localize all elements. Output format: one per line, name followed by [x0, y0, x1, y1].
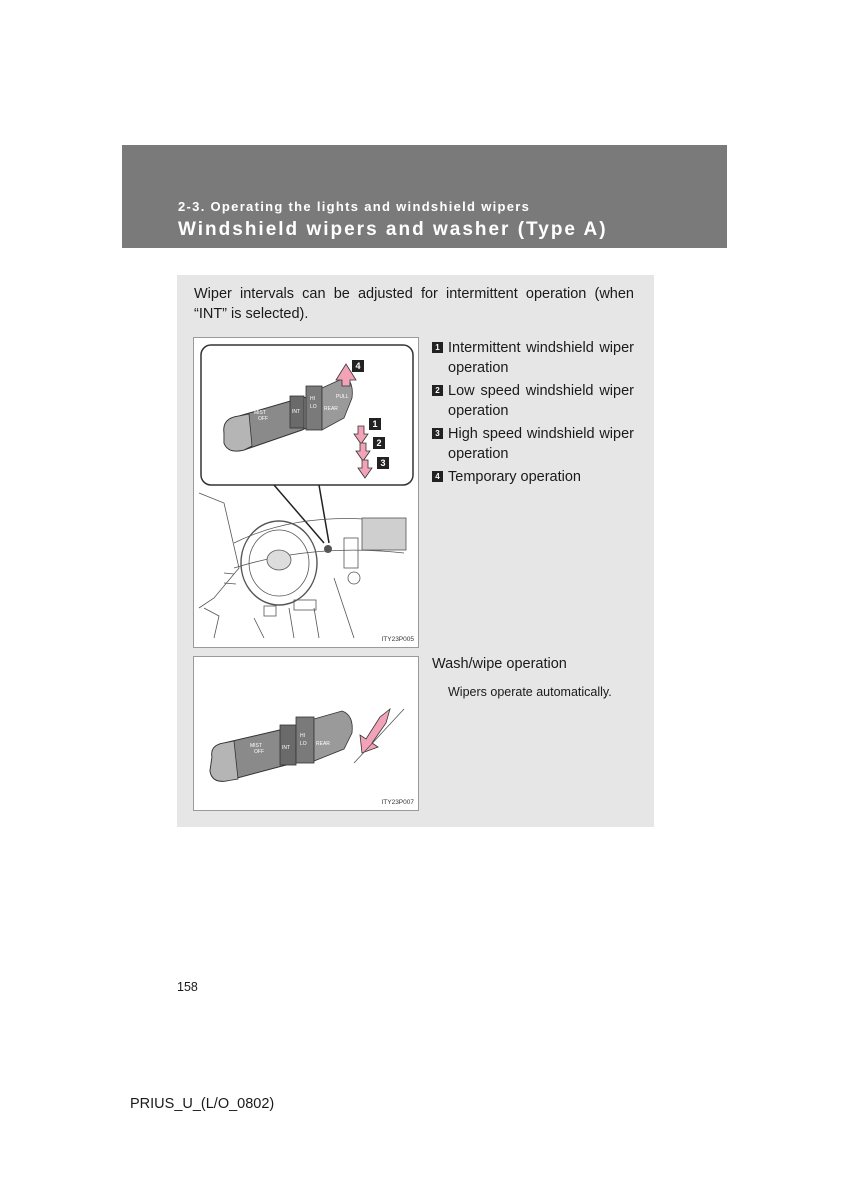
wash-note: Wipers operate automatically. [448, 685, 612, 699]
figure-code: ITY23P007 [381, 799, 414, 806]
legend-number: 1 [432, 342, 443, 353]
wiper-lever-figure [193, 337, 419, 648]
legend-text: Temporary operation [448, 469, 581, 485]
svg-text:1: 1 [372, 419, 378, 429]
svg-text:4: 4 [355, 361, 361, 371]
lever-label-hi: HI [310, 396, 315, 402]
legend-list [432, 338, 634, 490]
lever-label-lo: LO [300, 741, 307, 747]
lever-label-mist: MIST [250, 743, 262, 749]
legend-text: High speed windshield wiper operation [448, 426, 634, 462]
lever-label-off: OFF [254, 749, 264, 755]
section-label: 2-3. Operating the lights and windshield wipers [178, 199, 531, 214]
dashboard-illustration [199, 493, 406, 638]
page-number: 158 [177, 980, 198, 994]
page-title: Windshield wipers and washer (Type A) [178, 219, 608, 240]
svg-text:2: 2 [376, 438, 382, 448]
wash-heading: Wash/wipe operation [432, 656, 567, 672]
lever-label-off: OFF [258, 416, 268, 422]
legend-item [432, 424, 634, 464]
legend-item [432, 381, 634, 421]
legend-item [432, 467, 634, 487]
wash-lever-illustration [194, 657, 420, 812]
lever-label-rear: REAR [324, 406, 338, 412]
legend-text: Intermittent windshield wiper operation [448, 340, 634, 376]
pull-arrow-icon [360, 709, 390, 753]
svg-text:3: 3 [380, 458, 386, 468]
legend-number: 2 [432, 385, 443, 396]
lever-label-int: INT [282, 745, 291, 751]
lever-label-lo: LO [310, 404, 317, 410]
legend-item [432, 338, 634, 378]
figure-code: ITY23P005 [381, 636, 414, 643]
legend-text: Low speed windshield wiper operation [448, 383, 634, 419]
wash-lever-figure [193, 656, 419, 811]
lever-label-mist: MIST [254, 410, 266, 416]
lever-label-hi: HI [300, 733, 305, 739]
legend-number: 3 [432, 428, 443, 439]
footer-code: PRIUS_U_(L/O_0802) [130, 1096, 275, 1112]
lever-label-rear: REAR [316, 741, 330, 747]
lever-label-pull: PULL [336, 394, 349, 400]
wiper-lever-illustration [194, 338, 420, 649]
intro-text: Wiper intervals can be adjusted for intermittent operation (when “INT” is selected). [194, 286, 634, 322]
legend-number: 4 [432, 471, 443, 482]
lever-label-int: INT [292, 409, 301, 415]
